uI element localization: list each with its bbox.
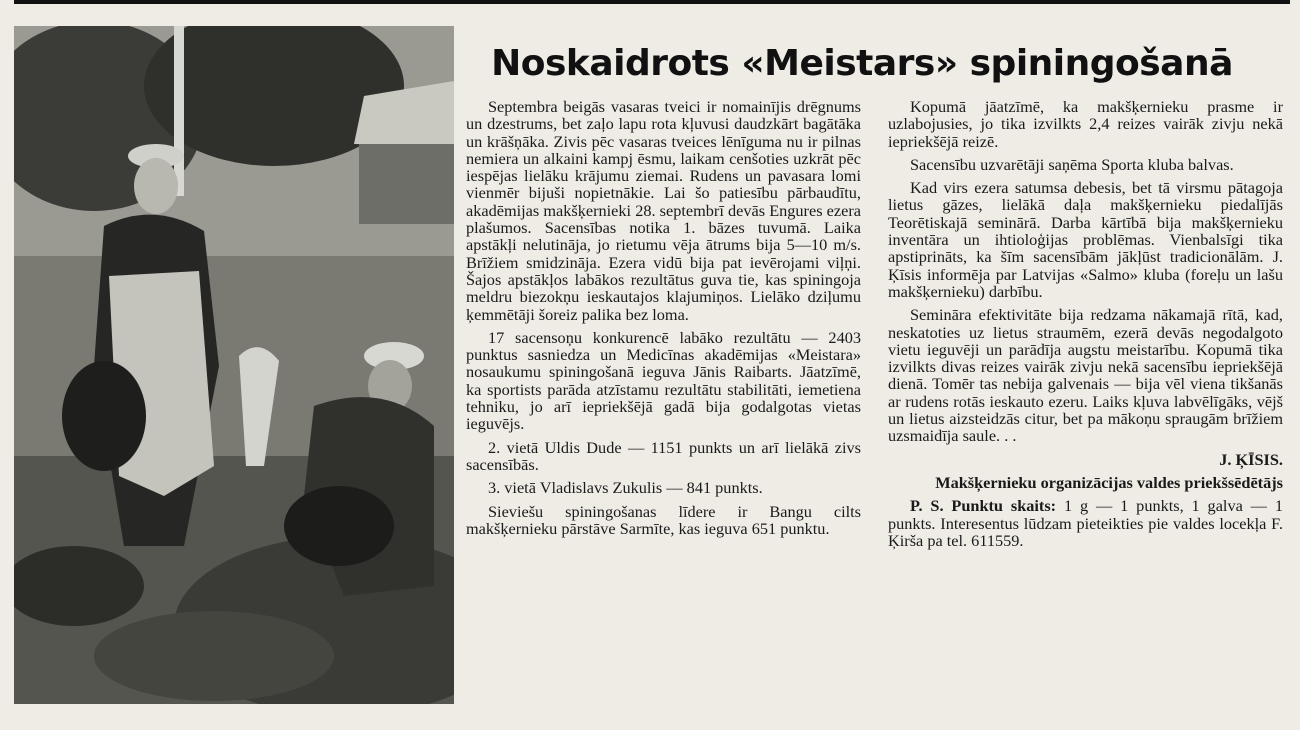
article-column-1 xyxy=(466,98,861,543)
paragraph: 3. vietā Vladislavs Zukulis — 841 punkts. xyxy=(488,478,763,498)
postscript xyxy=(888,497,1283,549)
paragraph: Kad virs ezera satumsa debesis, bet tā virsmu pātagoja lietus gāzes, lielākā daļa makšķernieku piedalījās Teorētiskajā seminārā. Darba kārtībā bija makšķernieku inventāra un ihtioloģijas problēmas. Vienbalsīgi tika apstiprināts, ka šīm sacensībām jākļūst tradicionālām. J. Ķīsis informēja par Latvijas «Salmo» kluba (foreļu un lašu makšķernieku) darbību. xyxy=(888,178,1283,301)
top-rule xyxy=(14,0,1290,4)
postscript-text: 1 g — 1 punkts, 1 galva — 1 punkts. Interesentus lūdzam pieteikties pie valdes locekļa F. Ķirša pa tel. 611559. xyxy=(888,496,1283,550)
postscript-label: P. S. Punktu skaits: xyxy=(910,496,1057,516)
paragraph: 2. vietā Uldis Dude — 1151 punkts un arī lielākā zivs sacensībās. xyxy=(466,437,861,474)
paragraph: Septembra beigās vasaras tveici ir nomainījis drēgnums un dzestrums, bet zaļo lapu rota kļuvusi daudzkārt bagātāka un krāšņāka. Zivis pēc vasaras tveices lēnīguma nu ir pilnas nemiera un alkaini kampj ēsmu, laikam cenšoties uzkrāt pēc iespējas lielāku krājumu ziemai. Rudens un pavasara lomi vienmēr bijuši nopietnākie. Lai šo patiesību pārbaudītu, akadēmijas makšķernieki 28. septembrī devās Engures ezera plašumos. Sacensības notika 1. bāzes tuvumā. Laika apstākļi nelutināja, jo rietumu vēja ātrums bija 5—10 m/s. Brīžiem smidzināja. Ezera vidū bija pat ievērojami viļņi. Šajos apstākļos labākos rezultātus guva tie, kas spiningoja meldru biezokņu ieskautajos klajumiņos. Lielāko dziļumu ķemmētāji šoreiz palika bez loma. xyxy=(466,97,861,324)
paragraph: 17 sacensoņu konkurencē labāko rezultātu — 2403 punktus sasniedza un Medicīnas akadēmijas «Meistara» nosaukumu spiningošanā ieguva Jānis Raibarts. Jāatzīmē, ka sportists parāda atzīstamu rezultātu stabilitāti, iemetiena tehniku, jo arī iepriekšējā gadā bija godalgotas vietas ieguvējs. xyxy=(466,327,861,434)
paragraph: Kopumā jāatzīmē, ka makšķernieku prasme ir uzlabojusies, jo tika izvilkts 2,4 reizes vairāk zivju nekā iepriekšējā reizē. xyxy=(888,97,1283,151)
author-title: Makšķernieku organizācijas valdes priekšsēdētājs xyxy=(935,472,1283,492)
article-column-2 xyxy=(888,98,1283,555)
paragraph: Sacensību uzvarētāji saņēma Sporta kluba balvas. xyxy=(910,154,1234,174)
paragraph: Sieviešu spiningošanas līdere ir Bangu cilts makšķernieku pārstāve Sarmīte, kas ieguva 651 punktu. xyxy=(466,501,861,538)
paragraph: Semināra efektivitāte bija redzama nākamajā rītā, kad, neskatoties uz lietus straumēm, ezerā devās negodalgoto vietu ieguvēji un parādīja augstu meistarību. Kopumā tika izvilkts divas reizes vairāk zivju nekā sacensību iepriekšējā dienā. Tomēr tas nebija galvenais — bija vēl viena tikšanās ar rudens rotās ieskauto ezeru. Laiks kļuva labvēlīgāks, vējš un lietus aizsteidzās citur, bet pa mākoņu spraugām brīžiem uzsmaidīja saule. . . xyxy=(888,305,1283,446)
author-signature: J. ĶĪSIS. xyxy=(1219,449,1283,469)
fishermen-photo xyxy=(14,26,454,704)
photo-illustration xyxy=(14,26,454,704)
article-headline: Noskaidrots «Meistars» spiningošanā xyxy=(491,43,1233,84)
